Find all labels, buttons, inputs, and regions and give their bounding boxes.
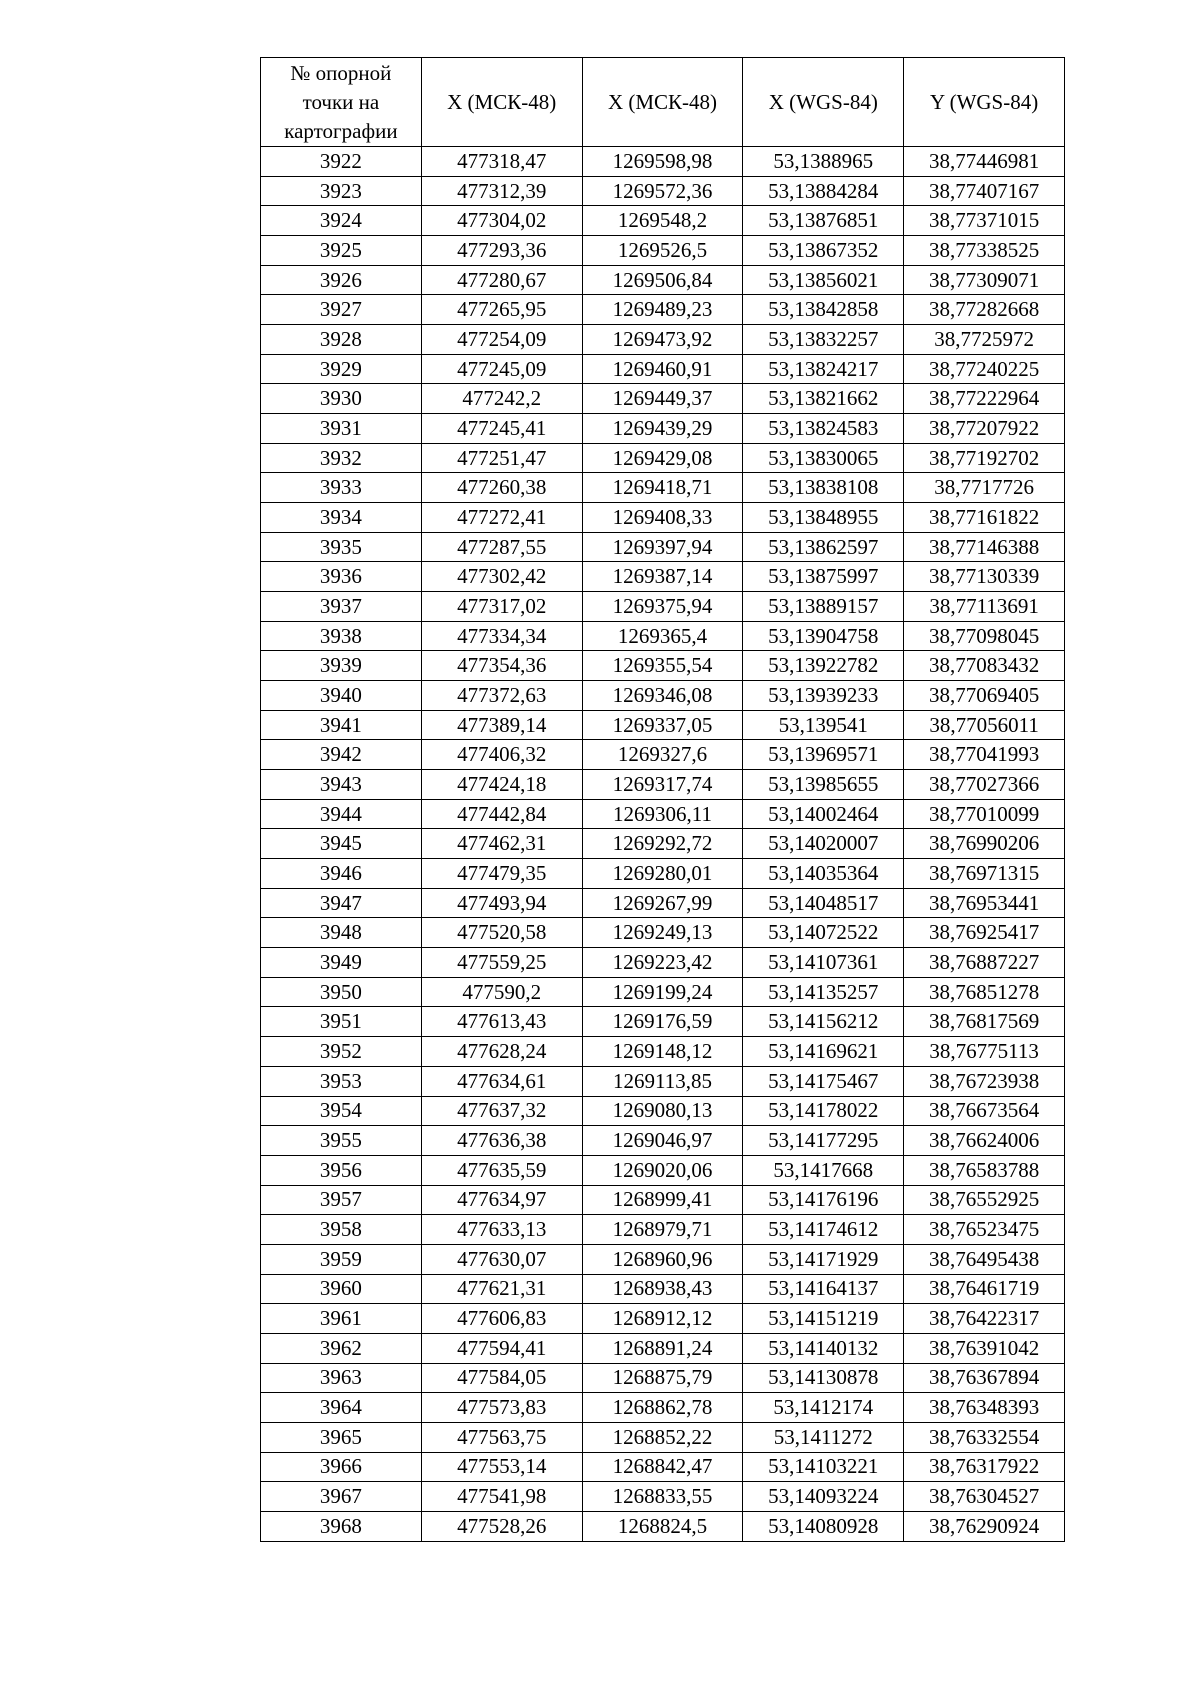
cell-y-wgs84: 38,77010099 — [904, 799, 1065, 829]
cell-point-number: 3964 — [261, 1393, 422, 1423]
cell-point-number: 3956 — [261, 1155, 422, 1185]
cell-x-msk48-a: 477590,2 — [421, 977, 582, 1007]
table-row — [261, 621, 1065, 651]
cell-x-wgs84: 53,13889157 — [743, 592, 904, 622]
table-row — [261, 236, 1065, 266]
cell-x-msk48-a: 477563,75 — [421, 1422, 582, 1452]
cell-x-msk48-b: 1269113,85 — [582, 1066, 743, 1096]
cell-point-number: 3960 — [261, 1274, 422, 1304]
cell-x-wgs84: 53,14178022 — [743, 1096, 904, 1126]
cell-y-wgs84: 38,77146388 — [904, 532, 1065, 562]
cell-point-number: 3923 — [261, 176, 422, 206]
cell-x-msk48-a: 477280,67 — [421, 265, 582, 295]
cell-x-msk48-a: 477630,07 — [421, 1244, 582, 1274]
cell-x-msk48-b: 1269020,06 — [582, 1155, 743, 1185]
cell-x-wgs84: 53,13862597 — [743, 532, 904, 562]
cell-point-number: 3937 — [261, 592, 422, 622]
cell-point-number: 3925 — [261, 236, 422, 266]
cell-x-msk48-b: 1269408,33 — [582, 503, 743, 533]
cell-x-msk48-b: 1269598,98 — [582, 147, 743, 177]
cell-x-msk48-a: 477272,41 — [421, 503, 582, 533]
cell-x-wgs84: 53,13821662 — [743, 384, 904, 414]
cell-point-number: 3957 — [261, 1185, 422, 1215]
table-row — [261, 1215, 1065, 1245]
cell-y-wgs84: 38,77113691 — [904, 592, 1065, 622]
cell-y-wgs84: 38,76317922 — [904, 1452, 1065, 1482]
cell-x-wgs84: 53,13838108 — [743, 473, 904, 503]
table-row — [261, 1066, 1065, 1096]
cell-x-wgs84: 53,14130878 — [743, 1363, 904, 1393]
cell-x-msk48-a: 477245,09 — [421, 354, 582, 384]
cell-y-wgs84: 38,76817569 — [904, 1007, 1065, 1037]
cell-x-msk48-a: 477389,14 — [421, 710, 582, 740]
cell-x-msk48-b: 1269449,37 — [582, 384, 743, 414]
cell-y-wgs84: 38,76304527 — [904, 1482, 1065, 1512]
cell-point-number: 3948 — [261, 918, 422, 948]
cell-point-number: 3942 — [261, 740, 422, 770]
table-row — [261, 977, 1065, 1007]
cell-x-msk48-a: 477573,83 — [421, 1393, 582, 1423]
cell-point-number: 3931 — [261, 414, 422, 444]
cell-point-number: 3932 — [261, 443, 422, 473]
cell-y-wgs84: 38,77161822 — [904, 503, 1065, 533]
cell-x-wgs84: 53,1412174 — [743, 1393, 904, 1423]
cell-x-msk48-b: 1268938,43 — [582, 1274, 743, 1304]
cell-x-wgs84: 53,14048517 — [743, 888, 904, 918]
cell-x-wgs84: 53,1388965 — [743, 147, 904, 177]
cell-x-msk48-b: 1268875,79 — [582, 1363, 743, 1393]
table-row — [261, 503, 1065, 533]
cell-y-wgs84: 38,76523475 — [904, 1215, 1065, 1245]
cell-x-msk48-a: 477584,05 — [421, 1363, 582, 1393]
cell-point-number: 3935 — [261, 532, 422, 562]
cell-point-number: 3945 — [261, 829, 422, 859]
cell-point-number: 3950 — [261, 977, 422, 1007]
cell-x-msk48-b: 1269199,24 — [582, 977, 743, 1007]
cell-point-number: 3967 — [261, 1482, 422, 1512]
cell-point-number: 3938 — [261, 621, 422, 651]
table-row — [261, 176, 1065, 206]
table-header — [261, 58, 1065, 147]
cell-x-msk48-a: 477302,42 — [421, 562, 582, 592]
cell-x-wgs84: 53,13922782 — [743, 651, 904, 681]
cell-y-wgs84: 38,76887227 — [904, 948, 1065, 978]
cell-x-msk48-b: 1269280,01 — [582, 859, 743, 889]
cell-point-number: 3968 — [261, 1511, 422, 1541]
table-row — [261, 710, 1065, 740]
cell-point-number: 3946 — [261, 859, 422, 889]
header-x-wgs84: X (WGS-84) — [743, 58, 904, 147]
cell-x-msk48-b: 1269526,5 — [582, 236, 743, 266]
table-row — [261, 325, 1065, 355]
cell-x-msk48-b: 1268891,24 — [582, 1333, 743, 1363]
cell-y-wgs84: 38,77041993 — [904, 740, 1065, 770]
cell-x-wgs84: 53,13832257 — [743, 325, 904, 355]
cell-x-wgs84: 53,14035364 — [743, 859, 904, 889]
cell-x-msk48-a: 477318,47 — [421, 147, 582, 177]
cell-point-number: 3953 — [261, 1066, 422, 1096]
cell-x-msk48-a: 477406,32 — [421, 740, 582, 770]
table-row — [261, 918, 1065, 948]
cell-x-msk48-b: 1269337,05 — [582, 710, 743, 740]
cell-x-msk48-a: 477493,94 — [421, 888, 582, 918]
cell-x-msk48-a: 477287,55 — [421, 532, 582, 562]
cell-x-msk48-b: 1269148,12 — [582, 1037, 743, 1067]
table-row — [261, 354, 1065, 384]
cell-x-msk48-b: 1269365,4 — [582, 621, 743, 651]
cell-x-msk48-b: 1269355,54 — [582, 651, 743, 681]
cell-x-wgs84: 53,14174612 — [743, 1215, 904, 1245]
cell-x-wgs84: 53,14020007 — [743, 829, 904, 859]
cell-point-number: 3940 — [261, 681, 422, 711]
table-row — [261, 948, 1065, 978]
cell-x-wgs84: 53,14151219 — [743, 1304, 904, 1334]
cell-x-msk48-b: 1269346,08 — [582, 681, 743, 711]
cell-x-msk48-a: 477265,95 — [421, 295, 582, 325]
cell-y-wgs84: 38,77130339 — [904, 562, 1065, 592]
cell-x-msk48-b: 1269460,91 — [582, 354, 743, 384]
table-row — [261, 1363, 1065, 1393]
cell-x-msk48-b: 1268912,12 — [582, 1304, 743, 1334]
cell-x-wgs84: 53,14175467 — [743, 1066, 904, 1096]
cell-x-msk48-a: 477304,02 — [421, 206, 582, 236]
table-row — [261, 681, 1065, 711]
table-row — [261, 384, 1065, 414]
cell-point-number: 3954 — [261, 1096, 422, 1126]
table-row — [261, 888, 1065, 918]
table-row — [261, 592, 1065, 622]
cell-point-number: 3959 — [261, 1244, 422, 1274]
header-x-msk48-b: X (МСК-48) — [582, 58, 743, 147]
cell-point-number: 3952 — [261, 1037, 422, 1067]
cell-y-wgs84: 38,76461719 — [904, 1274, 1065, 1304]
cell-x-msk48-b: 1269317,74 — [582, 770, 743, 800]
cell-point-number: 3922 — [261, 147, 422, 177]
cell-x-wgs84: 53,14140132 — [743, 1333, 904, 1363]
cell-x-msk48-b: 1269439,29 — [582, 414, 743, 444]
cell-x-msk48-b: 1268842,47 — [582, 1452, 743, 1482]
cell-point-number: 3933 — [261, 473, 422, 503]
table-row — [261, 740, 1065, 770]
cell-x-wgs84: 53,13884284 — [743, 176, 904, 206]
cell-x-msk48-b: 1268852,22 — [582, 1422, 743, 1452]
cell-x-msk48-b: 1268979,71 — [582, 1215, 743, 1245]
cell-x-wgs84: 53,14093224 — [743, 1482, 904, 1512]
cell-x-msk48-a: 477372,63 — [421, 681, 582, 711]
cell-x-wgs84: 53,14072522 — [743, 918, 904, 948]
cell-point-number: 3929 — [261, 354, 422, 384]
cell-y-wgs84: 38,77282668 — [904, 295, 1065, 325]
cell-point-number: 3936 — [261, 562, 422, 592]
table-row — [261, 1482, 1065, 1512]
cell-x-msk48-b: 1269489,23 — [582, 295, 743, 325]
cell-y-wgs84: 38,76552925 — [904, 1185, 1065, 1215]
cell-point-number: 3934 — [261, 503, 422, 533]
cell-x-msk48-b: 1269176,59 — [582, 1007, 743, 1037]
cell-x-msk48-a: 477424,18 — [421, 770, 582, 800]
cell-y-wgs84: 38,77056011 — [904, 710, 1065, 740]
cell-x-msk48-a: 477479,35 — [421, 859, 582, 889]
cell-x-wgs84: 53,14107361 — [743, 948, 904, 978]
table-row — [261, 295, 1065, 325]
cell-x-msk48-a: 477520,58 — [421, 918, 582, 948]
table-row — [261, 1452, 1065, 1482]
cell-y-wgs84: 38,77098045 — [904, 621, 1065, 651]
cell-x-msk48-a: 477559,25 — [421, 948, 582, 978]
cell-x-wgs84: 53,14176196 — [743, 1185, 904, 1215]
table-row — [261, 206, 1065, 236]
cell-x-wgs84: 53,14080928 — [743, 1511, 904, 1541]
cell-y-wgs84: 38,76851278 — [904, 977, 1065, 1007]
cell-y-wgs84: 38,76367894 — [904, 1363, 1065, 1393]
cell-x-msk48-a: 477628,24 — [421, 1037, 582, 1067]
cell-point-number: 3951 — [261, 1007, 422, 1037]
table-row — [261, 414, 1065, 444]
cell-x-msk48-b: 1268833,55 — [582, 1482, 743, 1512]
cell-y-wgs84: 38,76422317 — [904, 1304, 1065, 1334]
cell-y-wgs84: 38,76775113 — [904, 1037, 1065, 1067]
cell-x-wgs84: 53,13969571 — [743, 740, 904, 770]
cell-y-wgs84: 38,76925417 — [904, 918, 1065, 948]
header-row — [261, 58, 1065, 147]
cell-x-msk48-b: 1269249,13 — [582, 918, 743, 948]
cell-point-number: 3930 — [261, 384, 422, 414]
cell-x-msk48-a: 477634,97 — [421, 1185, 582, 1215]
cell-x-msk48-b: 1269387,14 — [582, 562, 743, 592]
cell-x-msk48-b: 1269267,99 — [582, 888, 743, 918]
cell-x-wgs84: 53,14002464 — [743, 799, 904, 829]
table-row — [261, 1274, 1065, 1304]
table-row — [261, 770, 1065, 800]
cell-point-number: 3949 — [261, 948, 422, 978]
cell-x-wgs84: 53,14103221 — [743, 1452, 904, 1482]
cell-y-wgs84: 38,77083432 — [904, 651, 1065, 681]
cell-y-wgs84: 38,76495438 — [904, 1244, 1065, 1274]
cell-x-msk48-a: 477634,61 — [421, 1066, 582, 1096]
cell-x-wgs84: 53,13824583 — [743, 414, 904, 444]
cell-x-msk48-a: 477613,43 — [421, 1007, 582, 1037]
cell-y-wgs84: 38,77446981 — [904, 147, 1065, 177]
cell-y-wgs84: 38,77027366 — [904, 770, 1065, 800]
cell-x-msk48-a: 477312,39 — [421, 176, 582, 206]
cell-x-msk48-b: 1269473,92 — [582, 325, 743, 355]
table-row — [261, 1126, 1065, 1156]
cell-x-wgs84: 53,14169621 — [743, 1037, 904, 1067]
cell-x-wgs84: 53,14171929 — [743, 1244, 904, 1274]
cell-point-number: 3941 — [261, 710, 422, 740]
cell-y-wgs84: 38,76391042 — [904, 1333, 1065, 1363]
header-point-number-line: картографии — [284, 118, 398, 143]
cell-x-msk48-a: 477317,02 — [421, 592, 582, 622]
cell-x-msk48-b: 1269292,72 — [582, 829, 743, 859]
table-row — [261, 147, 1065, 177]
cell-y-wgs84: 38,76953441 — [904, 888, 1065, 918]
cell-x-msk48-a: 477242,2 — [421, 384, 582, 414]
table-row — [261, 443, 1065, 473]
table-row — [261, 1096, 1065, 1126]
cell-point-number: 3927 — [261, 295, 422, 325]
cell-x-msk48-a: 477594,41 — [421, 1333, 582, 1363]
cell-x-msk48-a: 477462,31 — [421, 829, 582, 859]
cell-x-msk48-b: 1268999,41 — [582, 1185, 743, 1215]
cell-x-msk48-a: 477528,26 — [421, 1511, 582, 1541]
header-point-number-line: № опорной — [290, 60, 392, 85]
cell-point-number: 3947 — [261, 888, 422, 918]
cell-point-number: 3955 — [261, 1126, 422, 1156]
table-row — [261, 1393, 1065, 1423]
cell-x-wgs84: 53,13848955 — [743, 503, 904, 533]
cell-point-number: 3926 — [261, 265, 422, 295]
cell-x-wgs84: 53,13824217 — [743, 354, 904, 384]
cell-x-msk48-b: 1269397,94 — [582, 532, 743, 562]
cell-x-msk48-a: 477621,31 — [421, 1274, 582, 1304]
cell-y-wgs84: 38,76290924 — [904, 1511, 1065, 1541]
cell-x-wgs84: 53,14177295 — [743, 1126, 904, 1156]
table-row — [261, 265, 1065, 295]
table-row — [261, 1037, 1065, 1067]
table-row — [261, 1185, 1065, 1215]
cell-point-number: 3962 — [261, 1333, 422, 1363]
cell-x-wgs84: 53,13842858 — [743, 295, 904, 325]
cell-point-number: 3963 — [261, 1363, 422, 1393]
table-row — [261, 1304, 1065, 1334]
cell-point-number: 3965 — [261, 1422, 422, 1452]
cell-point-number: 3944 — [261, 799, 422, 829]
cell-x-wgs84: 53,13876851 — [743, 206, 904, 236]
table-row — [261, 1155, 1065, 1185]
cell-x-wgs84: 53,13985655 — [743, 770, 904, 800]
cell-x-wgs84: 53,14164137 — [743, 1274, 904, 1304]
cell-y-wgs84: 38,7717726 — [904, 473, 1065, 503]
header-point-number-line: точки на — [302, 89, 380, 114]
cell-y-wgs84: 38,77207922 — [904, 414, 1065, 444]
cell-x-msk48-b: 1268824,5 — [582, 1511, 743, 1541]
cell-point-number: 3966 — [261, 1452, 422, 1482]
cell-y-wgs84: 38,77240225 — [904, 354, 1065, 384]
cell-y-wgs84: 38,77192702 — [904, 443, 1065, 473]
cell-x-wgs84: 53,1417668 — [743, 1155, 904, 1185]
cell-x-wgs84: 53,14135257 — [743, 977, 904, 1007]
table-row — [261, 859, 1065, 889]
cell-x-msk48-b: 1269548,2 — [582, 206, 743, 236]
cell-x-wgs84: 53,13875997 — [743, 562, 904, 592]
cell-x-msk48-b: 1269572,36 — [582, 176, 743, 206]
cell-y-wgs84: 38,76624006 — [904, 1126, 1065, 1156]
cell-y-wgs84: 38,77371015 — [904, 206, 1065, 236]
cell-x-msk48-a: 477553,14 — [421, 1452, 582, 1482]
cell-x-msk48-a: 477637,32 — [421, 1096, 582, 1126]
table-row — [261, 1244, 1065, 1274]
cell-x-wgs84: 53,13830065 — [743, 443, 904, 473]
cell-x-wgs84: 53,13856021 — [743, 265, 904, 295]
cell-y-wgs84: 38,76583788 — [904, 1155, 1065, 1185]
cell-y-wgs84: 38,77069405 — [904, 681, 1065, 711]
cell-point-number: 3958 — [261, 1215, 422, 1245]
cell-y-wgs84: 38,7725972 — [904, 325, 1065, 355]
table-row — [261, 1422, 1065, 1452]
cell-point-number: 3943 — [261, 770, 422, 800]
cell-point-number: 3939 — [261, 651, 422, 681]
cell-x-wgs84: 53,13939233 — [743, 681, 904, 711]
cell-y-wgs84: 38,76348393 — [904, 1393, 1065, 1423]
cell-y-wgs84: 38,76673564 — [904, 1096, 1065, 1126]
cell-x-msk48-b: 1269046,97 — [582, 1126, 743, 1156]
cell-y-wgs84: 38,77222964 — [904, 384, 1065, 414]
cell-x-msk48-a: 477636,38 — [421, 1126, 582, 1156]
cell-x-msk48-a: 477334,34 — [421, 621, 582, 651]
cell-x-msk48-b: 1269306,11 — [582, 799, 743, 829]
cell-x-msk48-b: 1269223,42 — [582, 948, 743, 978]
table-row — [261, 799, 1065, 829]
cell-x-msk48-b: 1269327,6 — [582, 740, 743, 770]
cell-x-msk48-a: 477245,41 — [421, 414, 582, 444]
cell-point-number: 3961 — [261, 1304, 422, 1334]
table-body — [261, 147, 1065, 1542]
cell-x-msk48-a: 477635,59 — [421, 1155, 582, 1185]
cell-x-wgs84: 53,139541 — [743, 710, 904, 740]
cell-x-msk48-b: 1268960,96 — [582, 1244, 743, 1274]
table-row — [261, 562, 1065, 592]
cell-x-msk48-a: 477541,98 — [421, 1482, 582, 1512]
table-row — [261, 1007, 1065, 1037]
cell-x-wgs84: 53,1411272 — [743, 1422, 904, 1452]
header-y-wgs84: Y (WGS-84) — [904, 58, 1065, 147]
table-row — [261, 532, 1065, 562]
cell-x-wgs84: 53,13904758 — [743, 621, 904, 651]
cell-x-msk48-a: 477442,84 — [421, 799, 582, 829]
cell-x-msk48-b: 1269418,71 — [582, 473, 743, 503]
cell-y-wgs84: 38,76332554 — [904, 1422, 1065, 1452]
cell-y-wgs84: 38,77309071 — [904, 265, 1065, 295]
table-row — [261, 473, 1065, 503]
header-point-number — [261, 58, 422, 147]
table-row — [261, 829, 1065, 859]
cell-x-wgs84: 53,13867352 — [743, 236, 904, 266]
cell-y-wgs84: 38,76990206 — [904, 829, 1065, 859]
cell-x-msk48-a: 477251,47 — [421, 443, 582, 473]
header-x-msk48-a: X (МСК-48) — [421, 58, 582, 147]
cell-point-number: 3928 — [261, 325, 422, 355]
cell-x-msk48-a: 477354,36 — [421, 651, 582, 681]
cell-x-msk48-a: 477293,36 — [421, 236, 582, 266]
coordinates-table — [260, 57, 1065, 1542]
cell-y-wgs84: 38,76723938 — [904, 1066, 1065, 1096]
cell-y-wgs84: 38,77338525 — [904, 236, 1065, 266]
cell-x-msk48-b: 1269080,13 — [582, 1096, 743, 1126]
cell-x-msk48-b: 1269375,94 — [582, 592, 743, 622]
cell-x-msk48-a: 477254,09 — [421, 325, 582, 355]
cell-x-msk48-a: 477633,13 — [421, 1215, 582, 1245]
table-row — [261, 1333, 1065, 1363]
cell-x-msk48-b: 1269429,08 — [582, 443, 743, 473]
table-row — [261, 651, 1065, 681]
cell-y-wgs84: 38,76971315 — [904, 859, 1065, 889]
table-row — [261, 1511, 1065, 1541]
cell-x-msk48-a: 477606,83 — [421, 1304, 582, 1334]
cell-y-wgs84: 38,77407167 — [904, 176, 1065, 206]
cell-x-msk48-b: 1269506,84 — [582, 265, 743, 295]
cell-x-msk48-a: 477260,38 — [421, 473, 582, 503]
cell-x-wgs84: 53,14156212 — [743, 1007, 904, 1037]
cell-point-number: 3924 — [261, 206, 422, 236]
cell-x-msk48-b: 1268862,78 — [582, 1393, 743, 1423]
